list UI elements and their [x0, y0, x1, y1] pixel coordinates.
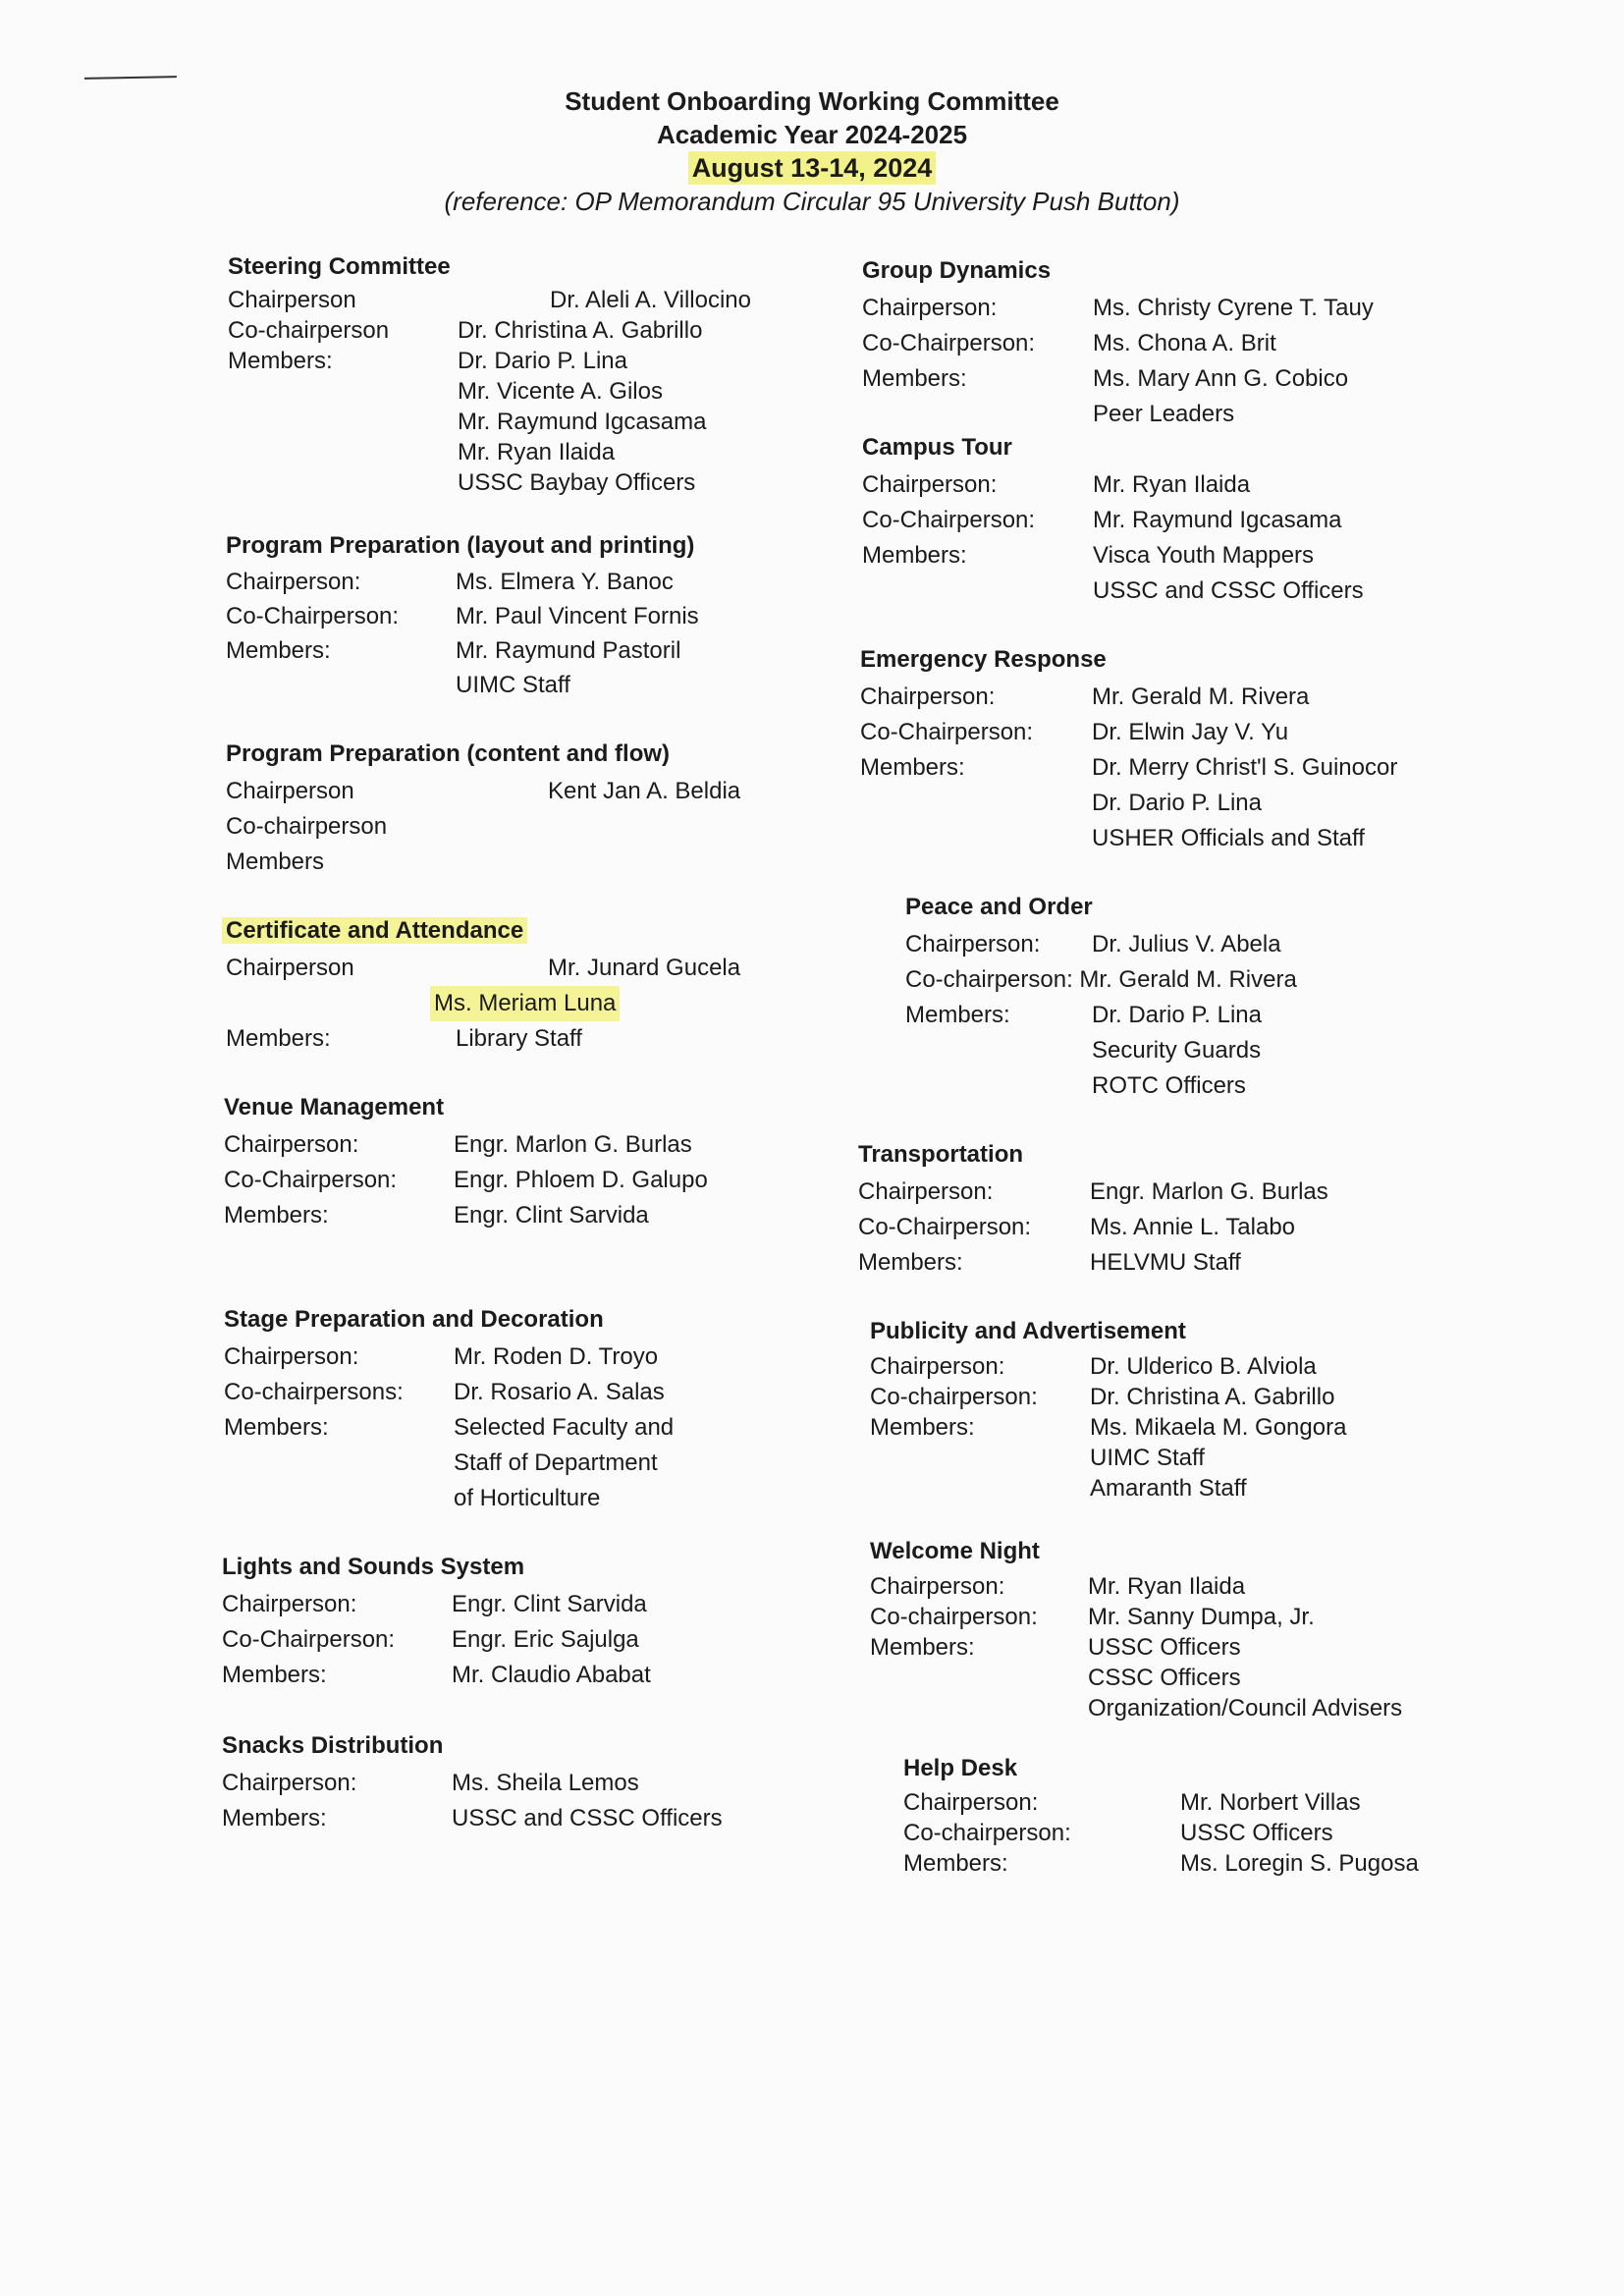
campus-tour [862, 430, 1364, 609]
members-label: Members: [903, 1850, 1008, 1877]
program-preparation-layout [226, 529, 699, 702]
chair-label: Chairperson: [858, 1178, 994, 1205]
co-chair-name: Mr. Raymund Igcasama [1093, 507, 1342, 533]
section-title: Certificate and Attendance [222, 917, 527, 944]
member-name: HELVMU Staff [1090, 1249, 1241, 1276]
document-title: Student Onboarding Working Committee [565, 86, 1059, 116]
emergency-response [860, 642, 1397, 856]
section-title: Program Preparation (content and flow) [226, 740, 671, 767]
member-name: Mr. Raymund Pastoril [456, 637, 681, 664]
member-name: Amaranth Staff [1090, 1475, 1247, 1502]
section-title: Welcome Night [870, 1538, 1040, 1564]
co-chair-label: Co-Chairperson: [862, 330, 1036, 356]
member-name: Dr. Dario P. Lina [1092, 790, 1262, 816]
co-chair-label: Co-Chairperson: [862, 507, 1036, 533]
chair-label: Chairperson: [222, 1770, 357, 1796]
group-dynamics [862, 253, 1374, 432]
chair-name: Mr. Ryan Ilaida [1093, 471, 1251, 498]
member-name: Visca Youth Mappers [1093, 542, 1315, 569]
chair-label: Chairperson: [226, 569, 361, 595]
section-title: Transportation [858, 1141, 1024, 1168]
member-name: Security Guards [1092, 1037, 1262, 1064]
co-chair-name: Ms. Annie L. Talabo [1090, 1214, 1296, 1240]
chair-label: Chairperson [226, 955, 354, 981]
member-name: Dr. Merry Christ'l S. Guinocor [1092, 754, 1398, 781]
chair-name: Mr. Gerald M. Rivera [1092, 683, 1310, 710]
member-name: Staff of Department [454, 1449, 658, 1476]
chair-name: Ms. Elmera Y. Banoc [456, 569, 674, 595]
co-chair-label: Co-chairperson [228, 317, 390, 344]
welcome-night [870, 1534, 1402, 1723]
chair-label: Chairperson [226, 778, 354, 804]
transportation [858, 1137, 1328, 1281]
section-title: Steering Committee [228, 253, 451, 280]
members-label: Members: [224, 1414, 329, 1441]
co-chair-name: USSC Officers [1180, 1820, 1333, 1846]
member-name: Dr. Dario P. Lina [1092, 1002, 1262, 1028]
co-chair-name: Engr. Eric Sajulga [452, 1626, 639, 1653]
member-name: Mr. Vicente A. Gilos [458, 378, 663, 405]
chair-name: Engr. Clint Sarvida [452, 1591, 647, 1617]
member-name: Mr. Raymund Igcasama [458, 409, 707, 435]
certificate-and-attendance [222, 913, 740, 1057]
snacks-distribution [222, 1728, 723, 1836]
chair-name: Mr. Ryan Ilaida [1088, 1573, 1246, 1600]
members-label: Members: [862, 542, 967, 569]
scan-mark [84, 76, 177, 83]
chair-label: Chairperson: [870, 1573, 1005, 1600]
publicity-and-advertisement [870, 1314, 1346, 1503]
co-chair-label: Co-chairperson: [903, 1820, 1071, 1846]
chair-name: Engr. Marlon G. Burlas [454, 1131, 692, 1158]
member-name: USSC Baybay Officers [458, 469, 696, 496]
members-label: Members: [222, 1662, 327, 1688]
chair-label: Chairperson: [222, 1591, 357, 1617]
chair-name: Mr. Roden D. Troyo [454, 1343, 659, 1370]
chair-name: Engr. Marlon G. Burlas [1090, 1178, 1328, 1205]
member-name: Ms. Mikaela M. Gongora [1090, 1414, 1347, 1441]
venue-management [224, 1090, 708, 1233]
member-name: Ms. Loregin S. Pugosa [1180, 1850, 1419, 1877]
member-name: Mr. Ryan Ilaida [458, 439, 616, 465]
chair-label: Chairperson: [862, 295, 998, 321]
chair-label: Chairperson: [905, 931, 1041, 957]
section-title: Publicity and Advertisement [870, 1318, 1186, 1344]
member-name: USSC Officers [1088, 1634, 1241, 1661]
members-label: Members: [226, 637, 331, 664]
co-chair-label: Co-Chairperson: [860, 719, 1034, 745]
co-chair-line: Co-chairperson: Mr. Gerald M. Rivera [905, 966, 1297, 993]
chair-label: Chairperson: [860, 683, 996, 710]
co-chair-label: Co-Chairperson: [222, 1626, 396, 1653]
academic-year: Academic Year 2024-2025 [656, 120, 968, 149]
program-preparation-content [226, 737, 740, 880]
section-title: Group Dynamics [862, 257, 1052, 284]
co-chair-name: Ms. Chona A. Brit [1093, 330, 1276, 356]
co-chair-label: Co-chairpersons: [224, 1379, 404, 1405]
member-name: USHER Officials and Staff [1092, 825, 1365, 851]
chair-name: Dr. Aleli A. Villocino [550, 287, 751, 313]
co-chair-name: Mr. Sanny Dumpa, Jr. [1088, 1604, 1315, 1630]
event-dates: August 13-14, 2024 [688, 151, 937, 185]
section-title: Snacks Distribution [222, 1732, 444, 1759]
members-label: Members: [226, 1025, 331, 1052]
member-name: USSC and CSSC Officers [1093, 577, 1364, 604]
chair-label: Chairperson: [870, 1353, 1005, 1380]
chair-name: Ms. Christy Cyrene T. Tauy [1093, 295, 1374, 321]
section-title: Campus Tour [862, 434, 1012, 461]
members-label: Members: [862, 365, 967, 392]
chair-label: Chairperson: [224, 1131, 359, 1158]
members-label: Members: [860, 754, 965, 781]
member-name: UIMC Staff [456, 672, 570, 698]
help-desk [903, 1752, 1419, 1879]
member-name: Engr. Clint Sarvida [454, 1202, 649, 1229]
chair-label: Chairperson [228, 287, 356, 313]
members-label: Members: [870, 1634, 975, 1661]
co-chair-name: Dr. Christina A. Gabrillo [1090, 1384, 1335, 1410]
chair-name: Dr. Ulderico B. Alviola [1090, 1353, 1317, 1380]
co-chair-name: Dr. Christina A. Gabrillo [458, 317, 703, 344]
co-chair-label: Co-Chairperson: [224, 1167, 398, 1193]
co-chair-label: Co-Chairperson: [226, 603, 400, 629]
section-title: Peace and Order [905, 894, 1093, 920]
member-name: USSC and CSSC Officers [452, 1805, 723, 1831]
chair-name: Mr. Norbert Villas [1180, 1789, 1361, 1816]
member-name: Dr. Dario P. Lina [458, 348, 627, 374]
members-label: Members: [222, 1805, 327, 1831]
reference-note: (reference: OP Memorandum Circular 95 University Push Button) [444, 187, 1180, 216]
document-header [0, 84, 1624, 218]
chair-label: Chairperson: [862, 471, 998, 498]
member-name: Peer Leaders [1093, 401, 1235, 427]
chair-name: Ms. Sheila Lemos [452, 1770, 639, 1796]
co-chair-name: Mr. Paul Vincent Fornis [456, 603, 699, 629]
member-name: Organization/Council Advisers [1088, 1695, 1403, 1722]
members-list [458, 346, 706, 498]
members-label: Members: [858, 1249, 963, 1276]
section-title: Program Preparation (layout and printing) [226, 532, 695, 559]
chair-name: Kent Jan A. Beldia [548, 778, 741, 804]
section-title: Venue Management [224, 1094, 445, 1121]
member-name: Mr. Claudio Ababat [452, 1662, 651, 1688]
member-name: Library Staff [456, 1025, 582, 1052]
steering-committee [228, 251, 751, 498]
co-chair-name: Dr. Rosario A. Salas [454, 1379, 665, 1405]
lights-and-sounds-system [222, 1550, 651, 1693]
co-chair-name: Ms. Meriam Luna [430, 986, 620, 1021]
stage-preparation-and-decoration [224, 1302, 674, 1516]
member-name: Selected Faculty and [454, 1414, 675, 1441]
member-name: of Horticulture [454, 1485, 601, 1511]
members-label: Members: [228, 348, 333, 374]
co-chair-label: Co-Chairperson: [858, 1214, 1032, 1240]
chair-name: Dr. Julius V. Abela [1092, 931, 1281, 957]
co-chair-name: Dr. Elwin Jay V. Yu [1092, 719, 1289, 745]
member-name: ROTC Officers [1092, 1072, 1246, 1099]
members-label: Members: [905, 1002, 1010, 1028]
member-name: Ms. Mary Ann G. Cobico [1093, 365, 1349, 392]
member-name: CSSC Officers [1088, 1665, 1241, 1691]
members-label: Members: [224, 1202, 329, 1229]
co-chair-label: Co-chairperson: [870, 1384, 1038, 1410]
section-title: Lights and Sounds System [222, 1554, 525, 1580]
chair-label: Chairperson: [903, 1789, 1039, 1816]
section-title: Emergency Response [860, 646, 1107, 673]
section-title: Stage Preparation and Decoration [224, 1306, 604, 1333]
chair-name: Mr. Junard Gucela [548, 955, 741, 981]
section-title: Help Desk [903, 1755, 1018, 1781]
member-name: UIMC Staff [1090, 1445, 1205, 1471]
co-chair-label: Co-chairperson: [870, 1604, 1038, 1630]
chair-label: Chairperson: [224, 1343, 359, 1370]
co-chair-name: Engr. Phloem D. Galupo [454, 1167, 708, 1193]
peace-and-order [905, 890, 1297, 1104]
members-label: Members: [870, 1414, 975, 1441]
members-label: Members [226, 848, 325, 875]
co-chair-label: Co-chairperson [226, 813, 388, 840]
